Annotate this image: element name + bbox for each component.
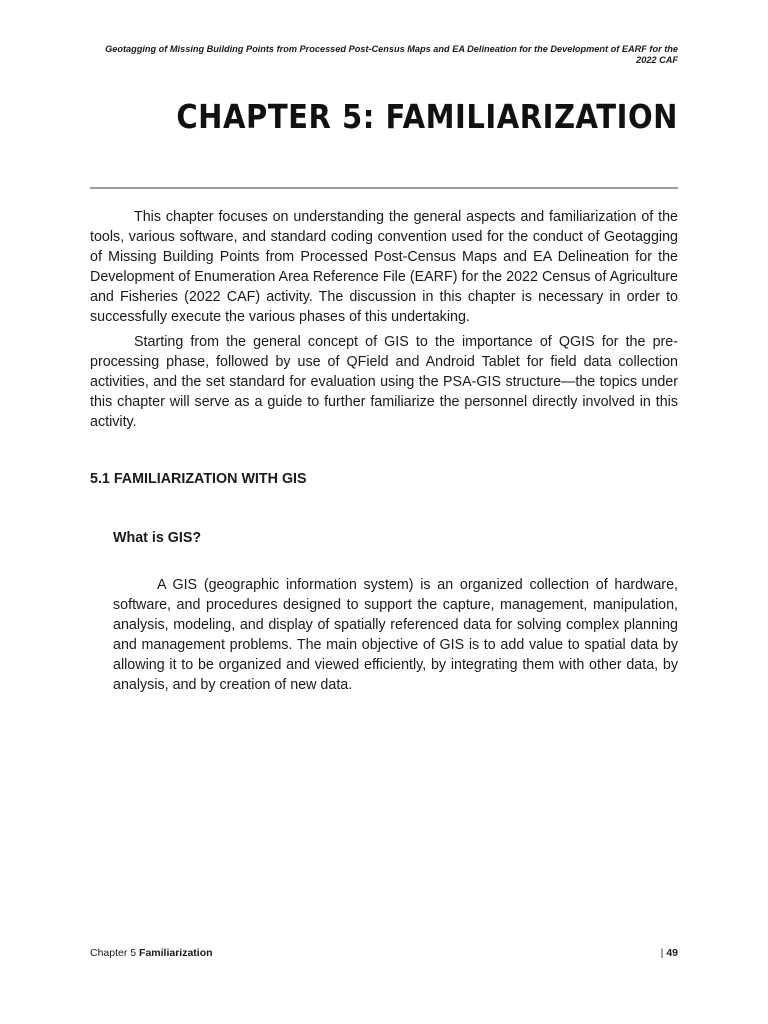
page-number: 49 — [666, 947, 678, 959]
gis-definition-paragraph: A GIS (geographic information system) is an organized collection of hardware, software, and procedures designed to support the capture, management, manipulation, analysis, modeling, and display of spatially referenced data for solving complex planning and management problems. The main objective of GIS is to add value to spatial data by allowing it to be organized and viewed efficiently, by integrating them with other data, by analysis, and by creation of new data. — [113, 577, 678, 693]
footer-page — [661, 946, 678, 960]
footer-chapter-label: Chapter 5 — [90, 947, 140, 959]
footer-chapter-name: Familiarization — [139, 947, 213, 959]
footer-chapter — [90, 946, 213, 960]
section-heading: 5.1 FAMILIARIZATION WITH GIS — [90, 471, 307, 487]
footer-separator: | — [660, 947, 664, 959]
chapter-title: CHAPTER 5: FAMILIARIZATION — [176, 97, 679, 136]
intro-paragraph-2: Starting from the general concept of GIS to the importance of QGIS for the pre-processing phase, followed by use of QField and Android Tablet for field data collection activities, and the set standard for evaluation using the PSA-GIS structure—the topics under this chapter will serve as a guide to further familiarize the personnel directly involved in this activity. — [90, 334, 678, 430]
intro-paragraph-1: This chapter focuses on understanding the general aspects and familiarization of the tools, various software, and standard coding convention used for the conduct of Geotagging of Missing Building Points from Processed Post-Census Maps and EA Delineation for the Development of Enumeration Area Reference File (EARF) for the 2022 Census of Agriculture and Fisheries (2022 CAF) activity. The discussion in this chapter is necessary in order to successfully execute the various phases of this undertaking. — [90, 209, 678, 325]
title-divider — [90, 187, 678, 189]
running-header: Geotagging of Missing Building Points from Processed Post-Census Maps and EA Delineation for the Development of EARF for the 2022 CAF — [105, 44, 678, 65]
sub-heading: What is GIS? — [113, 530, 202, 546]
